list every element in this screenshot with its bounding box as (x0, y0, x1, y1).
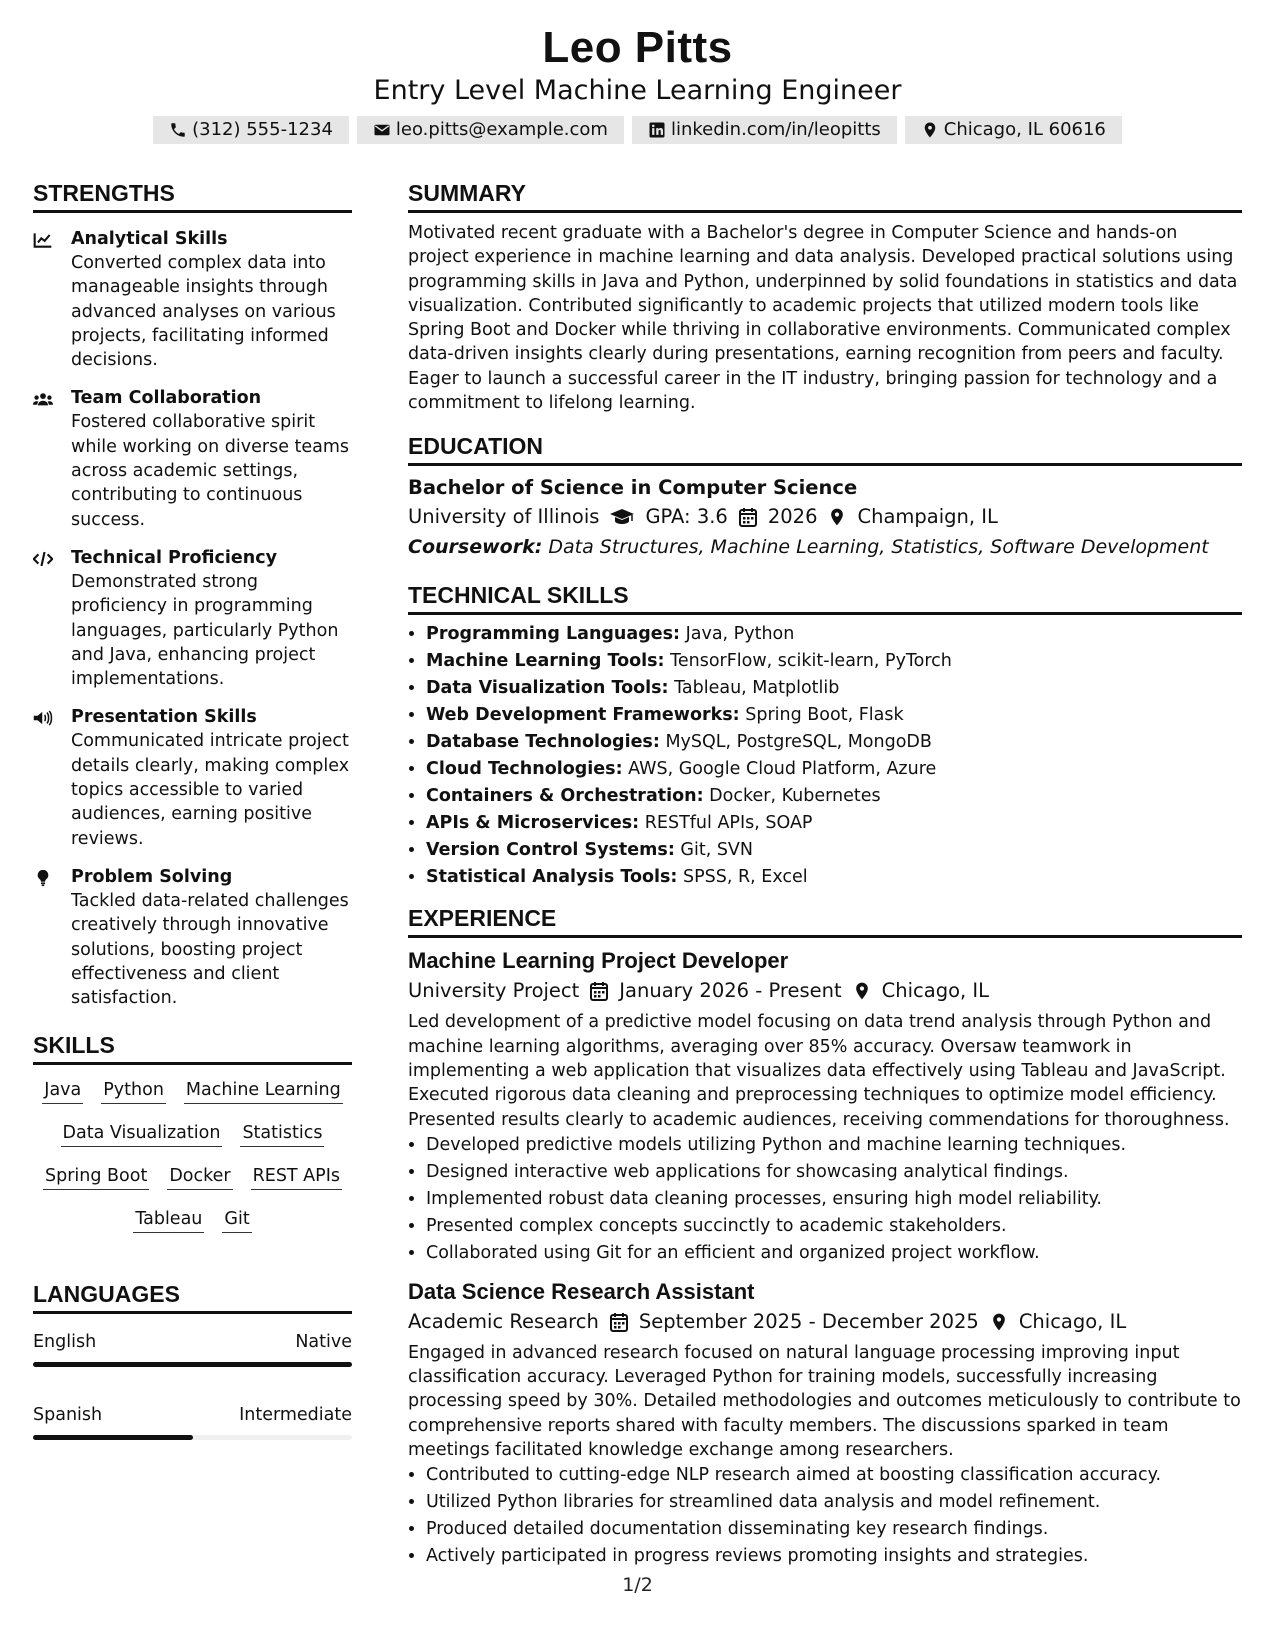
skill-chip: Python (101, 1077, 166, 1104)
strength-description: Communicated intricate project details clearly, making complex topics accessible to varied audiences, earning positive reviews. (71, 731, 350, 849)
list-item: • Data Visualization Tools: Tableau, Matplotlib (426, 675, 1242, 702)
linkedin-text: linkedin.com/in/leopitts (670, 119, 881, 140)
strength-item (33, 386, 352, 531)
graduation-cap-icon (609, 507, 635, 527)
skill-chip: Git (222, 1206, 251, 1233)
skill-chip: Machine Learning (184, 1077, 343, 1104)
strength-item (33, 227, 352, 372)
job-meta (408, 1307, 1242, 1337)
job-title: Data Science Research Assistant (408, 1278, 755, 1304)
envelope-icon (373, 121, 391, 139)
job-entry (408, 1277, 1242, 1570)
job-description: Engaged in advanced research focused on natural language processing improving input classification accuracy. Leveraged Python for training models, successfully increasing processing speed by 30%. Detailed methodologies and outcomes meticulously to contribute to comprehensive reports shared with faculty members. The discussions sparked in team meetings facilitated knowledge exchange among researchers. (408, 1342, 1241, 1461)
job-description: Led development of a predictive model focusing on data trend analysis through Python and machine learning algorithms, averaging over 85% accuracy. Oversaw teamwork in implementing a web application that visualizes data effectively using Tableau and JavaScript. Executed rigorous data cleaning and preprocessing techniques to optimize model efficiency. Presented results clearly to academic audiences, receiving commendations for thoroughness. (408, 1012, 1230, 1130)
skill-chip: Statistics (240, 1120, 324, 1147)
list-item: • Actively participated in progress reviews promoting insights and strategies. (426, 1543, 1242, 1570)
contact-bar (0, 116, 1275, 144)
skill-chip: REST APIs (251, 1163, 342, 1190)
strength-item (33, 546, 352, 691)
list-item: • Collaborated using Git for an efficient and organized project workflow. (426, 1240, 1242, 1267)
strength-title: Team Collaboration (71, 388, 262, 409)
coursework-label: Coursework: (408, 536, 543, 559)
calendar-icon (609, 1312, 629, 1332)
job-entry (408, 946, 1242, 1266)
list-item: • Utilized Python libraries for streamlined data analysis and model refinement. (426, 1489, 1242, 1516)
language-item (33, 1403, 352, 1440)
page-number: 1/2 (622, 1574, 653, 1596)
list-item: • Cloud Technologies: AWS, Google Cloud Platform, Azure (426, 756, 1242, 783)
language-level: Native (295, 1332, 352, 1353)
contact-location (905, 116, 1122, 144)
gpa-text: GPA: 3.6 (645, 505, 728, 529)
candidate-title: Entry Level Machine Learning Engineer (373, 75, 902, 106)
language-proficiency-fill (33, 1362, 352, 1367)
education-heading: EDUCATION (408, 431, 1242, 466)
language-name: English (33, 1332, 97, 1353)
list-item: • Containers & Orchestration: Docker, Kubernetes (426, 783, 1242, 810)
job-org: Academic Research (408, 1309, 599, 1333)
language-proficiency-bar (33, 1435, 352, 1440)
list-item: • APIs & Microservices: RESTful APIs, SOAP (426, 810, 1242, 837)
email-text: leo.pitts@example.com (395, 119, 608, 140)
language-level: Intermediate (239, 1405, 352, 1426)
strength-description: Fostered collaborative spirit while working on diverse teams across academic settings, contributing to continuous success. (71, 412, 350, 530)
list-item: • Designed interactive web applications for showcasing analytical findings. (426, 1159, 1242, 1186)
list-item: • Contributed to cutting-edge NLP research aimed at boosting classification accuracy. (426, 1462, 1242, 1489)
map-marker-icon (989, 1312, 1009, 1332)
strength-title: Problem Solving (71, 866, 233, 887)
summary-text: Motivated recent graduate with a Bachelor's degree in Computer Science and hands-on project experience in machine learning and data analysis. Developed practical solutions using programming skills in Java and Python, underpinned by solid foundations in statistics and data visualization. Contributed significantly to academic projects that utilized modern tools like Spring Boot and Docker while thriving in collaborative environments. Communicated complex data-driven insights clearly during presentations, earning recognition from peers and faculty. Eager to launch a successful career in the IT industry, bringing passion for technology and a commitment to lifelong learning. (408, 223, 1238, 414)
contact-phone[interactable] (153, 116, 349, 144)
job-meta (408, 976, 1242, 1006)
map-marker-icon (921, 121, 939, 139)
strength-item (33, 865, 352, 1010)
coursework-list: Data Structures, Machine Learning, Statistics, Software Development (548, 536, 1209, 559)
map-marker-icon (852, 981, 872, 1001)
linkedin-icon (648, 121, 666, 139)
strength-description: Converted complex data into manageable insights through advanced analyses on various projects, facilitating informed decisions. (71, 253, 336, 371)
list-item: • Presented complex concepts succinctly to academic stakeholders. (426, 1213, 1242, 1240)
phone-text: (312) 555-1234 (192, 119, 333, 140)
left-column (33, 178, 352, 1440)
calendar-icon (738, 507, 758, 527)
chart-line-icon (33, 231, 53, 249)
map-marker-icon (827, 507, 847, 527)
calendar-icon (589, 981, 609, 1001)
language-proficiency-bar (33, 1362, 352, 1367)
technical-skills-list (408, 621, 1242, 891)
language-name: Spanish (33, 1405, 103, 1426)
strength-item (33, 705, 352, 850)
lightbulb-icon (33, 869, 53, 887)
right-column (408, 178, 1242, 1570)
list-item: • Version Control Systems: Git, SVN (426, 837, 1242, 864)
strength-title: Analytical Skills (71, 229, 228, 249)
job-title: Machine Learning Project Developer (408, 948, 789, 974)
list-item: • Implemented robust data cleaning processes, ensuring high model reliability. (426, 1186, 1242, 1213)
summary-heading: SUMMARY (408, 178, 1242, 213)
job-bullets (408, 1132, 1242, 1267)
phone-icon (169, 121, 187, 139)
list-item: • Produced detailed documentation disseminating key research findings. (426, 1516, 1242, 1543)
resume-header (0, 22, 1275, 144)
list-item: • Statistical Analysis Tools: SPSS, R, Excel (426, 864, 1242, 891)
skills-heading: SKILLS (33, 1030, 352, 1065)
languages-heading: LANGUAGES (33, 1279, 352, 1314)
list-item: • Programming Languages: Java, Python (426, 621, 1242, 648)
technical-skills-heading: TECHNICAL SKILLS (408, 580, 1242, 615)
strengths-heading: STRENGTHS (33, 178, 352, 213)
skill-chip: Java (42, 1077, 83, 1104)
list-item: • Web Development Frameworks: Spring Boot, Flask (426, 702, 1242, 729)
graduation-year: 2026 (767, 505, 818, 529)
strength-description: Tackled data-related challenges creatively through innovative solutions, boosting project effectiveness and client satisfaction. (71, 890, 349, 1009)
candidate-name: Leo Pitts (542, 23, 733, 72)
job-location: Chicago, IL (1018, 1309, 1127, 1333)
skill-chip: Data Visualization (61, 1120, 223, 1147)
job-org: University Project (408, 979, 580, 1003)
strength-title: Technical Proficiency (71, 547, 277, 568)
job-dates: September 2025 - December 2025 (638, 1309, 979, 1333)
code-icon (33, 550, 53, 568)
list-item: • Machine Learning Tools: TensorFlow, scikit-learn, PyTorch (426, 648, 1242, 675)
contact-linkedin[interactable] (632, 116, 897, 144)
skill-chip: Spring Boot (43, 1163, 149, 1190)
degree-title: Bachelor of Science in Computer Science (408, 476, 858, 500)
strength-description: Demonstrated strong proficiency in programming languages, particularly Python and Java, enhancing project implementations. (71, 571, 339, 690)
list-item: • Database Technologies: MySQL, PostgreSQL, MongoDB (426, 729, 1242, 756)
location-text: Chicago, IL 60616 (943, 119, 1106, 140)
job-location: Chicago, IL (881, 979, 990, 1003)
education-meta (408, 502, 1242, 532)
volume-icon (33, 709, 53, 727)
coursework-line (408, 532, 1242, 562)
job-dates: January 2026 - Present (619, 979, 842, 1003)
school-location: Champaign, IL (857, 505, 998, 529)
users-icon (33, 390, 53, 408)
skills-list (33, 1077, 352, 1233)
list-item: • Developed predictive models utilizing Python and machine learning techniques. (426, 1132, 1242, 1159)
language-proficiency-fill (33, 1435, 193, 1440)
skill-chip: Docker (167, 1163, 232, 1190)
contact-email[interactable] (357, 116, 624, 144)
language-item (33, 1330, 352, 1367)
strength-title: Presentation Skills (71, 707, 257, 728)
school-name: University of Illinois (408, 505, 600, 529)
experience-heading: EXPERIENCE (408, 903, 1242, 938)
job-bullets (408, 1462, 1242, 1570)
skill-chip: Tableau (133, 1206, 204, 1233)
